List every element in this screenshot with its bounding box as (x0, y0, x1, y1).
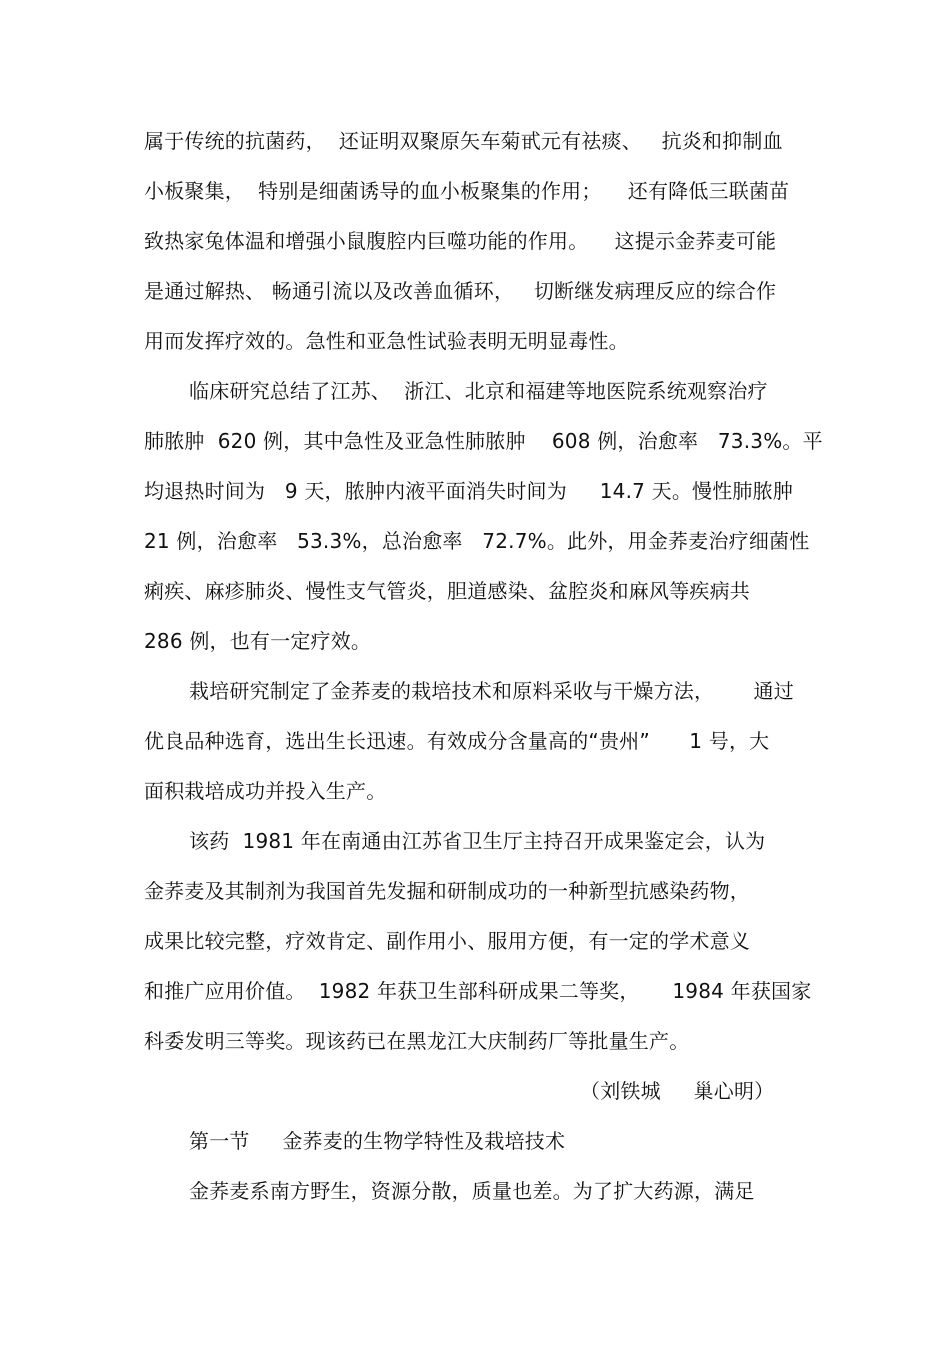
text-line-10: 痢疾、麻疹肺炎、慢性支气管炎，胆道感染、盆腔炎和麻风等疾病共 (144, 579, 750, 603)
text-line-18: 和推广应用价值。 1982 年获卫生部科研成果二等奖， 1984 年获国家 (144, 979, 812, 1003)
text-line-22: 金荞麦系南方野生，资源分散，质量也差。为了扩大药源，满足 (189, 1179, 755, 1203)
author-signature: （刘铁城 巢心明） (580, 1079, 775, 1103)
text-line-13: 优良品种选育，选出生长迅速。有效成分含量高的“贵州” 1 号，大 (144, 729, 770, 753)
text-line-15: 该药 1981 年在南通由江苏省卫生厅主持召开成果鉴定会，认为 (189, 829, 766, 853)
text-line-11: 286 例，也有一定疗效。 (144, 629, 372, 653)
text-line-6: 临床研究总结了江苏、 浙江、北京和福建等地医院系统观察治疗 (189, 379, 768, 403)
text-line-19: 科委发明三等奖。现该药已在黑龙江大庆制药厂等批量生产。 (144, 1029, 690, 1053)
text-line-8: 均退热时间为 9 天，脓肿内液平面消失时间为 14.7 天。慢性肺脓肿 (144, 479, 794, 503)
text-line-7: 肺脓肿 620 例，其中急性及亚急性肺脓肿 608 例，治愈率 73.3%。平 (144, 429, 823, 453)
text-line-4: 是通过解热、 畅通引流以及改善血循环， 切断继发病理反应的综合作 (144, 279, 777, 303)
text-line-12: 栽培研究制定了金荞麦的栽培技术和原料采收与干燥方法， 通过 (189, 679, 794, 703)
text-line-5: 用而发挥疗效的。急性和亚急性试验表明无明显毒性。 (144, 329, 629, 353)
section-heading: 第一节 金荞麦的生物学特性及栽培技术 (189, 1129, 566, 1153)
text-line-17: 成果比较完整，疗效肯定、副作用小、服用方便，有一定的学术意义 (144, 929, 750, 953)
text-line-16: 金荞麦及其制剂为我国首先发掘和研制成功的一种新型抗感染药物， (144, 879, 750, 903)
text-line-1: 属于传统的抗菌药， 还证明双聚原矢车菊甙元有祛痰、 抗炎和抑制血 (144, 129, 783, 153)
text-line-3: 致热家兔体温和增强小鼠腹腔内巨噬功能的作用。 这提示金荞麦可能 (144, 229, 777, 253)
text-line-9: 21 例，治愈率 53.3%，总治愈率 72.7%。此外，用金荞麦治疗细菌性 (144, 529, 810, 553)
text-line-14: 面积栽培成功并投入生产。 (144, 779, 387, 803)
text-line-2: 小板聚集， 特别是细菌诱导的血小板聚集的作用； 还有降低三联菌苗 (144, 179, 790, 203)
